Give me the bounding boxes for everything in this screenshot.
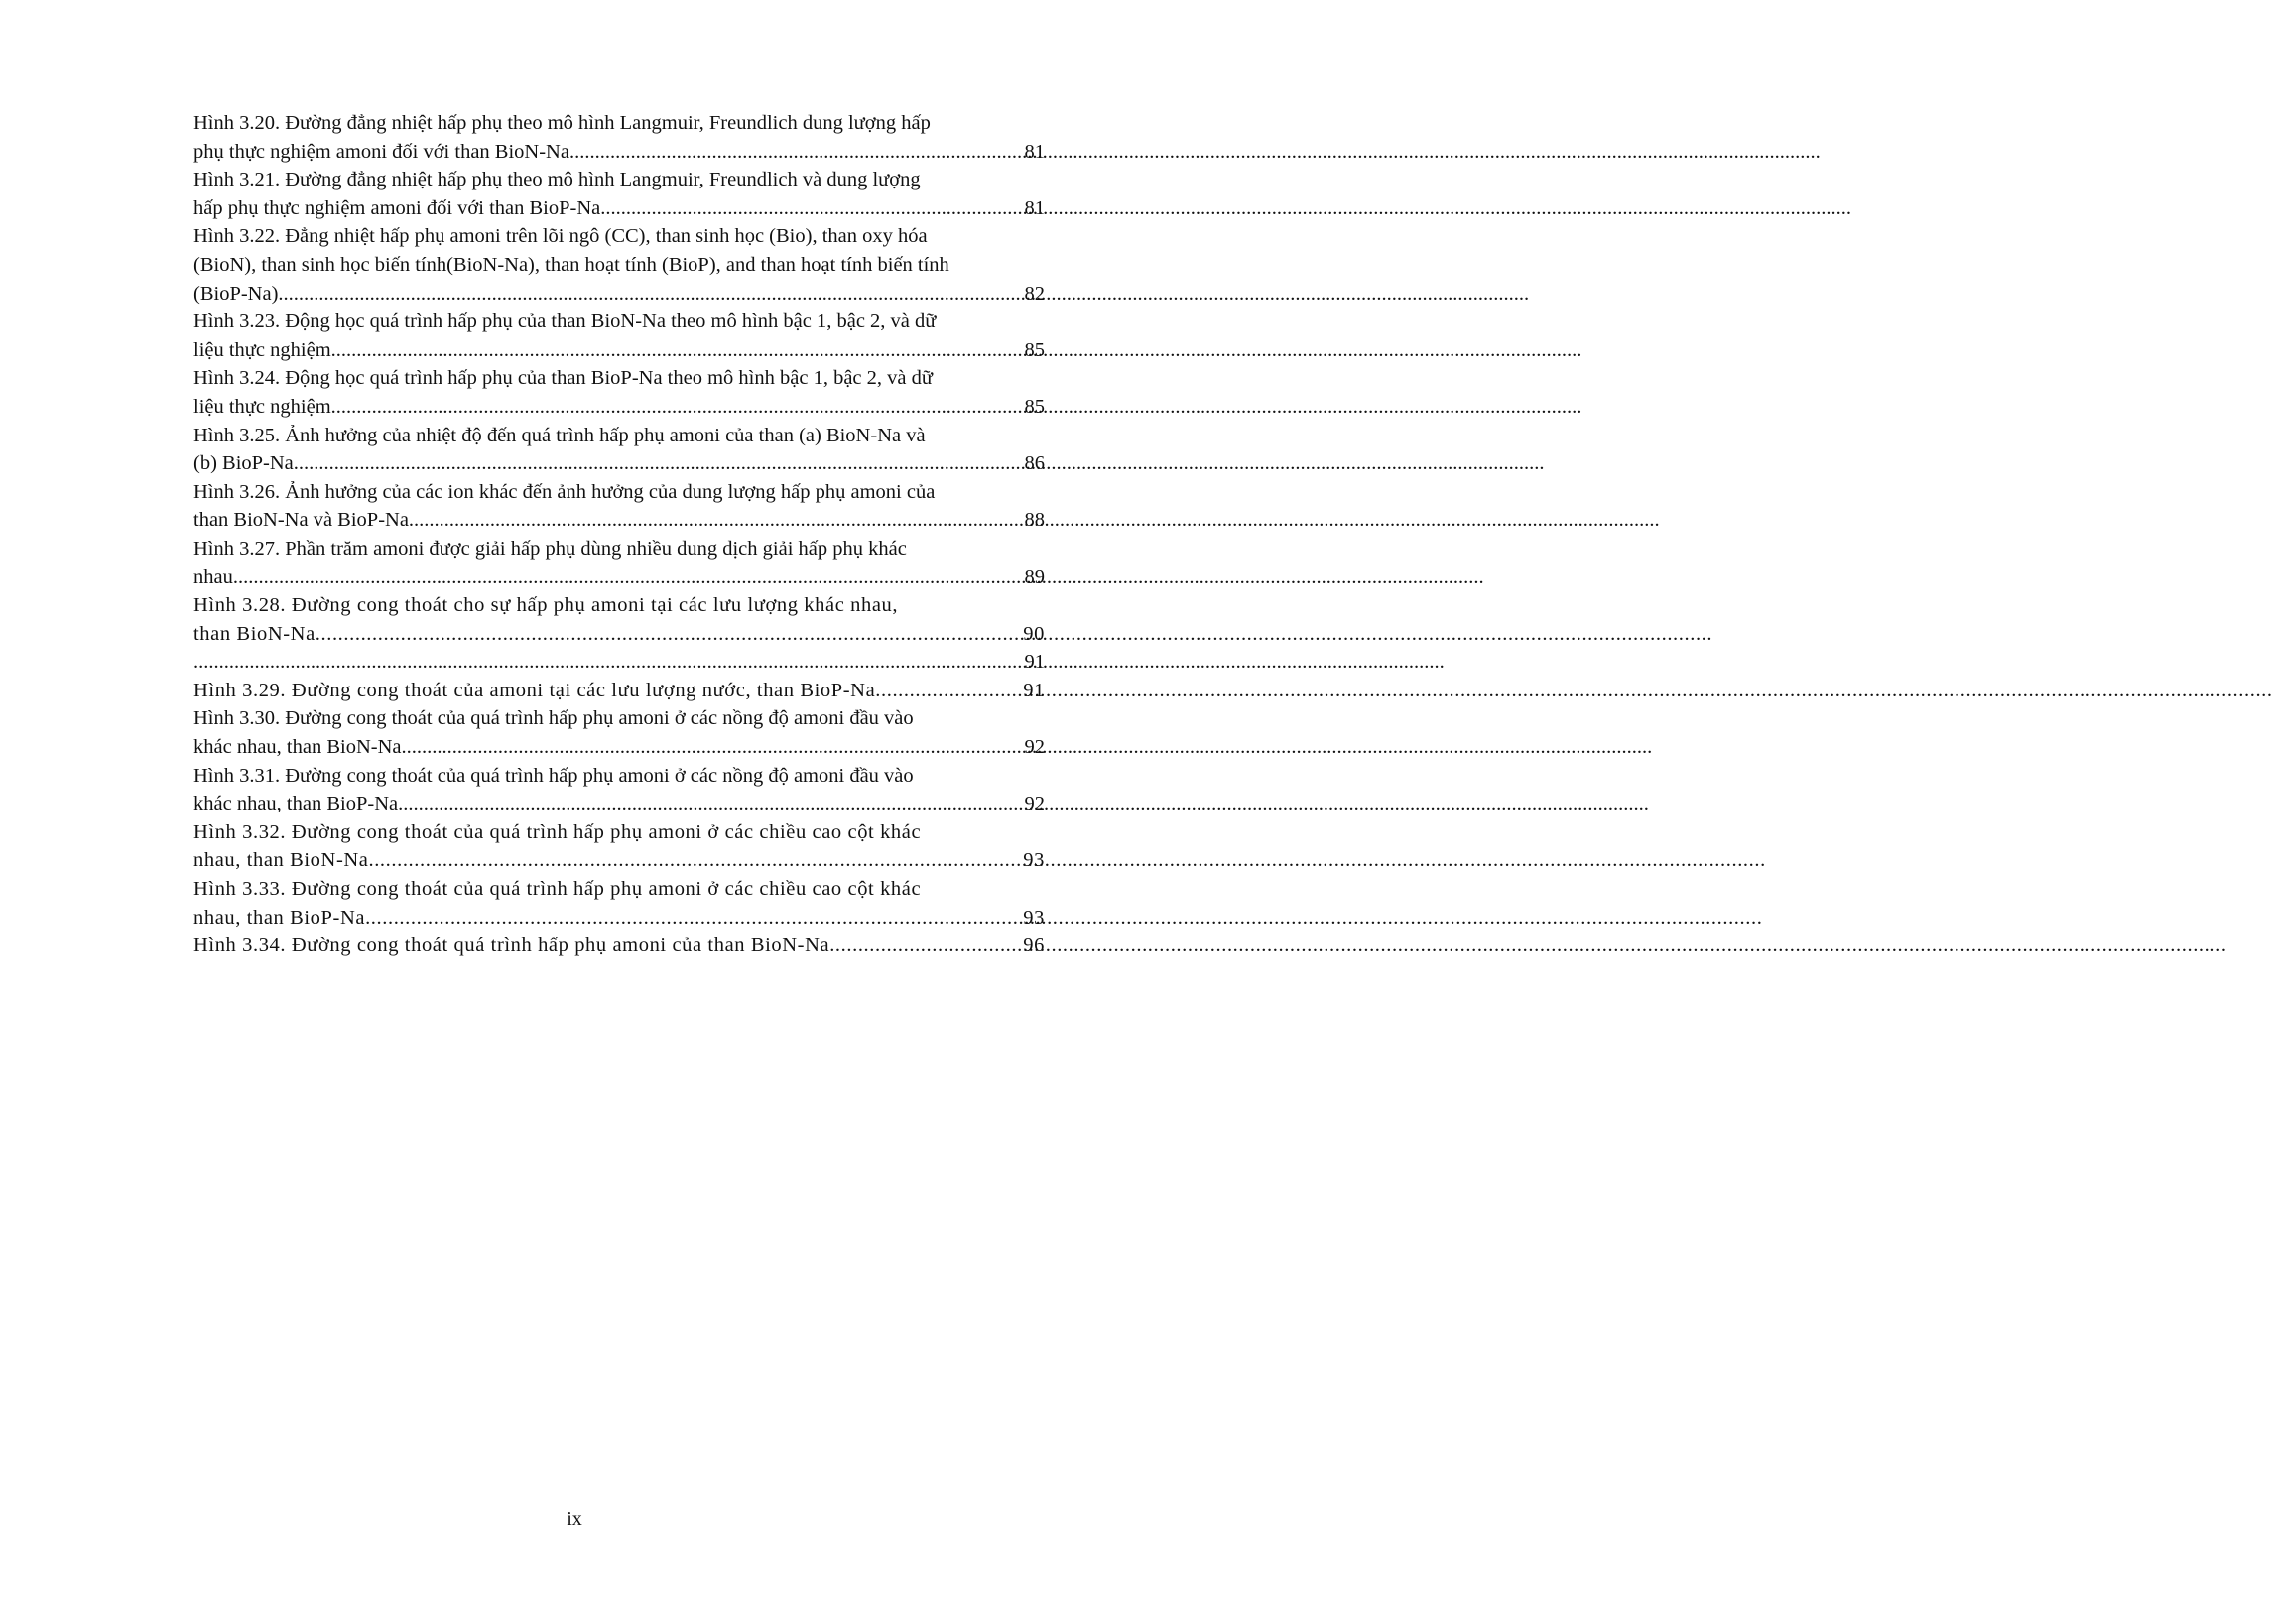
- toc-entry-title-end: Hình 3.34. Đường cong thoát quá trình hấp phụ amoni của than BioN-Na: [193, 935, 830, 957]
- toc-entry-leader-line: [193, 648, 1045, 677]
- toc-entry-leader-line: [193, 932, 1045, 960]
- dot-leader: [331, 393, 1025, 422]
- toc-entry-title-line: Hình 3.22. Đẳng nhiệt hấp phụ amoni trên lõi ngô (CC), than sinh học (Bio), than oxy hóa: [193, 225, 928, 248]
- toc-entry-title-end: (BioP-Na): [193, 282, 279, 305]
- toc-entry-title-line: Hình 3.23. Động học quá trình hấp phụ của than BioN-Na theo mô hình bậc 1, bậc 2, và dữ: [193, 311, 937, 333]
- toc-entry[interactable]: [193, 704, 1045, 761]
- toc-entry-page-number: 92: [1024, 793, 1045, 815]
- toc-entry-leader-line: [193, 846, 1045, 875]
- toc-entry-title-line: Hình 3.26. Ảnh hưởng của các ion khác đến ảnh hưởng của dung lượng hấp phụ amoni của: [193, 480, 936, 503]
- toc-entry-page-number: 96: [1023, 935, 1045, 957]
- toc-entry-leader-line: [193, 194, 1045, 223]
- toc-entry[interactable]: [193, 422, 1045, 478]
- toc-entry-title-line: Hình 3.21. Đường đẳng nhiệt hấp phụ theo mô hình Langmuir, Freundlich và dung lượng: [193, 169, 921, 191]
- toc-entry-title-line: Hình 3.32. Đường cong thoát của quá trình hấp phụ amoni ở các chiều cao cột khác: [193, 820, 922, 843]
- toc-entry-page-number: 91: [1023, 679, 1045, 701]
- toc-entry-leader-line: [193, 449, 1045, 478]
- toc-entry[interactable]: [193, 818, 1045, 875]
- toc-entry-title-end: than BioN-Na: [193, 622, 316, 645]
- toc-entry[interactable]: [193, 591, 1045, 648]
- toc-entry[interactable]: [193, 222, 1045, 308]
- toc-entry-leader-line: [193, 677, 1045, 705]
- toc-entry-title-end: liệu thực nghiệm: [193, 395, 331, 418]
- toc-entry-page-number: 92: [1024, 736, 1045, 759]
- toc-entry-page-number: 81: [1024, 196, 1045, 219]
- toc-entry-page-number: 90: [1023, 622, 1045, 645]
- dot-leader: [829, 932, 1023, 960]
- toc-entry-title-end: (b) BioP-Na: [193, 452, 294, 475]
- dot-leader: [875, 677, 1023, 705]
- toc-entry-leader-line: [193, 904, 1045, 933]
- toc-entry-page-number: 81: [1024, 140, 1045, 163]
- toc-entry-leader-line: [193, 138, 1045, 167]
- toc-entry-page-number: 85: [1024, 338, 1045, 361]
- page-number: ix: [567, 1508, 582, 1530]
- dot-leader: [365, 904, 1023, 933]
- toc-entry-page-number: 82: [1024, 282, 1045, 305]
- toc-entry-leader-line: [193, 336, 1045, 365]
- dot-leader: [409, 506, 1025, 535]
- toc-entry-title-end: Hình 3.29. Đường cong thoát của amoni tại các lưu lượng nước, than BioP-Na: [193, 679, 876, 701]
- toc-entry-title-end: than BioN-Na và BioP-Na: [193, 509, 409, 532]
- toc-entry[interactable]: [193, 364, 1045, 421]
- toc-entry-leader-line: [193, 620, 1045, 649]
- toc-entry[interactable]: [193, 166, 1045, 222]
- toc-entry-leader-line: [193, 280, 1045, 309]
- toc-entry-title-line: Hình 3.28. Đường cong thoát cho sự hấp phụ amoni tại các lưu lượng khác nhau,: [193, 594, 899, 617]
- dot-leader: [600, 194, 1024, 223]
- toc-entry[interactable]: [193, 677, 1045, 705]
- toc-entry-title-end: nhau: [193, 565, 233, 588]
- toc-entry-page-number: 93: [1023, 849, 1045, 872]
- toc-entry-page-number: 91: [1024, 651, 1045, 674]
- toc-entry[interactable]: [193, 932, 1045, 960]
- toc-entry-title-line: Hình 3.24. Động học quá trình hấp phụ của than BioP-Na theo mô hình bậc 1, bậc 2, và dữ: [193, 367, 933, 390]
- toc-entry[interactable]: [193, 875, 1045, 932]
- toc-entry-title-end: nhau, than BioP-Na: [193, 906, 366, 929]
- dot-leader: [402, 733, 1025, 762]
- toc-entry-title-line: Hình 3.33. Đường cong thoát của quá trình hấp phụ amoni ở các chiều cao cột khác: [193, 878, 922, 901]
- toc-entry[interactable]: [193, 648, 1045, 677]
- dot-leader: [278, 280, 1024, 309]
- toc-entry[interactable]: [193, 308, 1045, 364]
- toc-entry-leader-line: [193, 733, 1045, 762]
- dot-leader: [569, 138, 1025, 167]
- toc-entry-title-end: khác nhau, than BioN-Na: [193, 736, 402, 759]
- toc-entry[interactable]: [193, 109, 1045, 166]
- dot-leader: [316, 620, 1024, 649]
- toc-entry-title-line: Hình 3.27. Phần trăm amoni được giải hấp phụ dùng nhiều dung dịch giải hấp phụ khác: [193, 537, 907, 560]
- toc-entry-leader-line: [193, 790, 1045, 818]
- toc-entry-page-number: 85: [1024, 395, 1045, 418]
- dot-leader: [398, 790, 1024, 818]
- toc-entry-title-end: hấp phụ thực nghiệm amoni đối với than BioP-Na: [193, 196, 601, 219]
- toc-entry-page-number: 86: [1024, 452, 1045, 475]
- toc-entry[interactable]: [193, 535, 1045, 591]
- toc-entry-title-line: Hình 3.31. Đường cong thoát của quá trình hấp phụ amoni ở các nồng độ amoni đầu vào: [193, 764, 914, 787]
- toc-entry-title-line: Hình 3.30. Đường cong thoát của quá trình hấp phụ amoni ở các nồng độ amoni đầu vào: [193, 707, 914, 730]
- toc-entry-title-line: (BioN), than sinh học biến tính(BioN-Na), than hoạt tính (BioP), and than hoạt tính biến tính: [193, 253, 949, 276]
- toc-entry-page-number: 93: [1023, 906, 1045, 929]
- dot-leader: [233, 563, 1025, 592]
- dot-leader: [331, 336, 1025, 365]
- dot-leader: [294, 449, 1025, 478]
- toc-entry-leader-line: [193, 563, 1045, 592]
- dot-leader: [368, 846, 1023, 875]
- toc-entry-title-end: liệu thực nghiệm: [193, 338, 331, 361]
- toc-entry-title-line: Hình 3.20. Đường đẳng nhiệt hấp phụ theo mô hình Langmuir, Freundlich dung lượng hấp: [193, 112, 931, 134]
- toc-entry-title-end: nhau, than BioN-Na: [193, 849, 369, 872]
- toc-entry-title-end: khác nhau, than BioP-Na: [193, 793, 399, 815]
- toc-entry-page-number: 89: [1024, 565, 1045, 588]
- list-of-figures: [193, 109, 1045, 960]
- toc-entry-title-line: Hình 3.25. Ảnh hưởng của nhiệt độ đến quá trình hấp phụ amoni của than (a) BioN-Na và: [193, 424, 926, 446]
- toc-entry-page-number: 88: [1024, 509, 1045, 532]
- dot-leader: [193, 648, 1025, 677]
- toc-entry[interactable]: [193, 762, 1045, 818]
- toc-entry-title-end: phụ thực nghiệm amoni đối với than BioN-Na: [193, 140, 569, 163]
- toc-entry-leader-line: [193, 506, 1045, 535]
- toc-entry-leader-line: [193, 393, 1045, 422]
- toc-entry[interactable]: [193, 478, 1045, 535]
